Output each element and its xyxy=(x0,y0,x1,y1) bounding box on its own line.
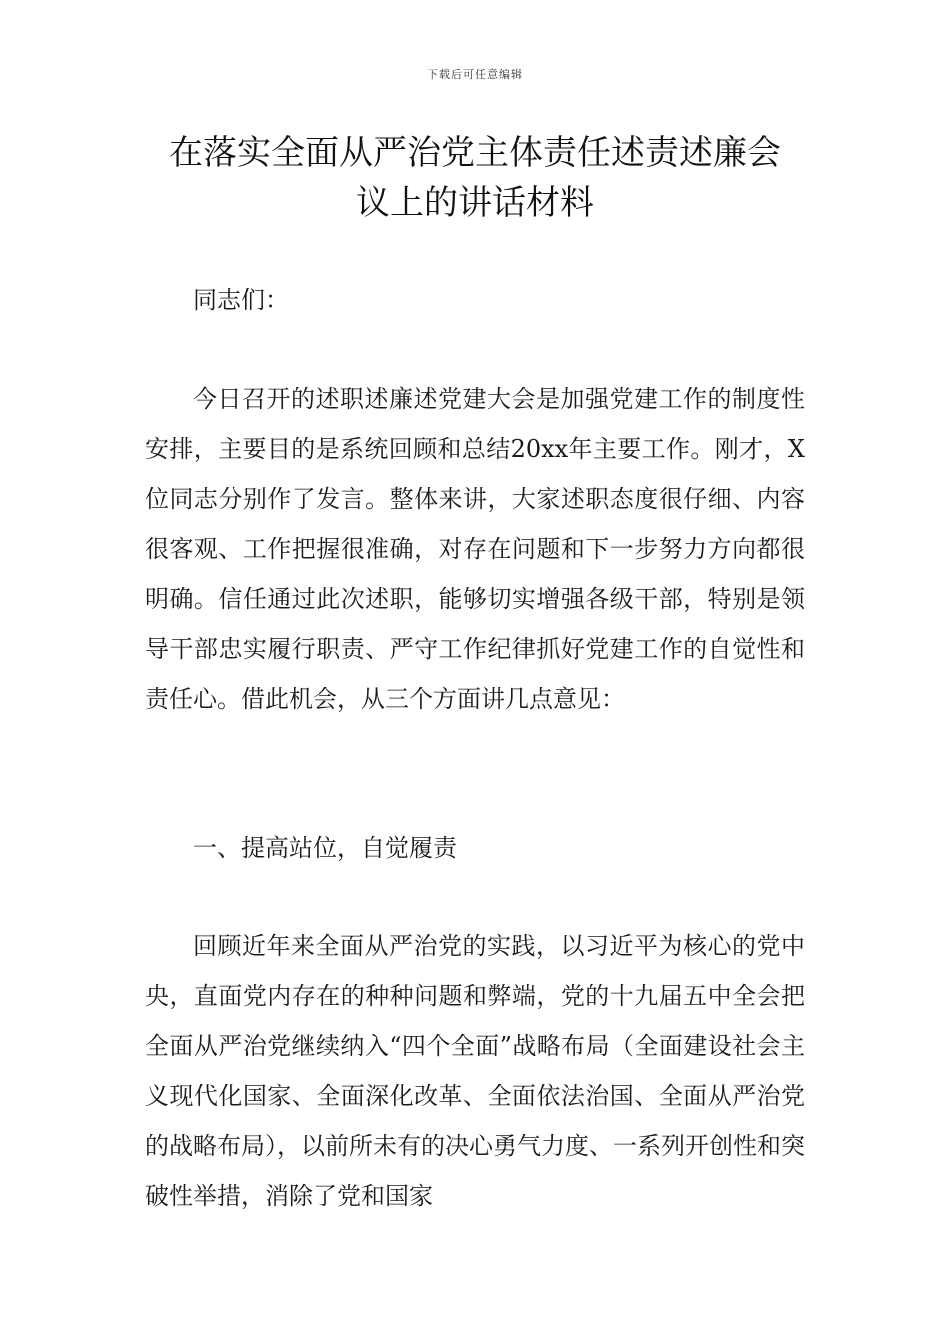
document-title-line2: 议上的讲话材料 xyxy=(356,183,594,223)
header-note: 下载后可任意编辑 xyxy=(427,68,523,81)
salutation: 同志们： xyxy=(193,286,289,314)
section-heading-1: 一、提高站位，自觉履责 xyxy=(193,834,457,862)
section-1-paragraph: 回顾近年来全面从严治党的实践，以习近平为核心的党中央，直面党内存在的种种问题和弊端，党的十九届五中全会把全面从严治党继续纳入“四个全面”战略布局（全面建设社会主义现代化国家、全面深化改革、全面依法治国、全面从严治党的战略布局），以前所未有的决心勇气力度、一系列开创性和突破性举措，消除了党和国家 xyxy=(145,932,805,1210)
document-title-line1: 在落实全面从严治党主体责任述责述廉会 xyxy=(169,133,781,173)
document-title xyxy=(145,128,805,228)
intro-paragraph: 今日召开的述职述廉述党建大会是加强党建工作的制度性安排，主要目的是系统回顾和总结20xx年主要工作。刚才，X位同志分别作了发言。整体来讲，大家述职态度很仔细、内容很客观、工作把握很准确，对存在问题和下一步努力方向都很明确。信任通过此次述职，能够切实增强各级干部，特别是领导干部忠实履行职责、严守工作纪律抓好党建工作的自觉性和责任心。借此机会，从三个方面讲几点意见： xyxy=(145,385,805,713)
